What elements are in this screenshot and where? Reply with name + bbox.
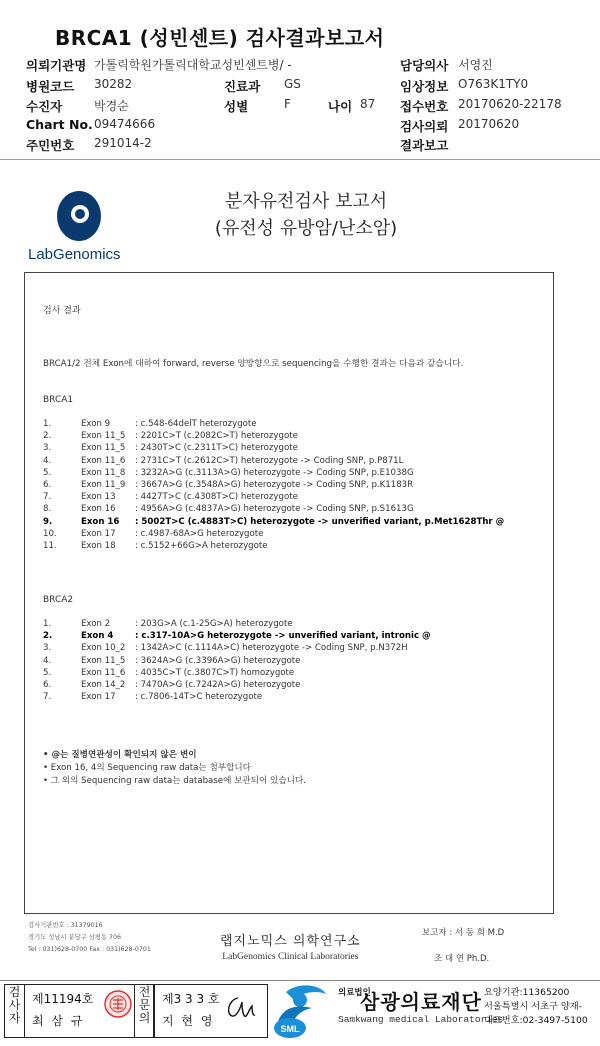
note-item: • 그 외의 Sequencing raw data는 database에 보관되어 있습니다.: [43, 776, 306, 786]
variant-exon: Exon 11_5: [81, 431, 126, 442]
section-label: 검사 결과: [43, 306, 81, 316]
variant-description: : 3624A>G (c.3396A>G) heterozygote: [135, 655, 301, 666]
variant-description: : 3667A>G (c.3548A>G) heterozygote -> Coding SNP, p.K1183R: [135, 480, 414, 490]
variant-number: 11.: [43, 541, 57, 551]
variant-number: 3.: [43, 443, 52, 454]
field-result-report: 결과보고: [400, 138, 449, 153]
examiner-label: 검 사 자: [8, 985, 21, 1025]
report-header: [0, 0, 600, 160]
variant-number: 4.: [43, 655, 52, 666]
variant-exon: Exon 2: [81, 619, 111, 629]
variant-exon: Exon 11_6: [81, 667, 126, 678]
variant-number: 6.: [43, 480, 52, 490]
variant-exon: Exon 11_8: [81, 467, 126, 478]
variant-exon: Exon 11_5: [81, 443, 126, 454]
variant-number: 4.: [43, 455, 52, 466]
field-institution: 의뢰기관명 가톨릭학원가톨릭대학교성빈센트병/ -: [26, 58, 292, 73]
brca2-label: BRCA2: [43, 595, 74, 605]
variant-exon: Exon 4: [81, 631, 114, 642]
foundation-address: 서울특별시 서초구 양재-: [484, 1001, 582, 1012]
page-title: BRCA1 (성빈센트) 검사결과보고서: [55, 26, 385, 50]
field-receipt-no: 접수번호 20170620-22178: [400, 97, 562, 114]
variant-exon: Exon 10_2: [81, 643, 126, 654]
variant-description: : 1342A>C (c.1114A>C) heterozygote -> Coding SNP, p.N372H: [135, 643, 408, 654]
variant-number: 5.: [43, 667, 52, 678]
variant-description: : 4035C>T (c.3807C>T) homozygote: [135, 667, 295, 678]
brca1-label: BRCA1: [43, 395, 74, 405]
field-chart-no: Chart No. 09474666: [26, 117, 156, 132]
signature-icon: [222, 992, 258, 1024]
variant-number: 1.: [43, 619, 52, 629]
variant-description: : c.548-64delT heterozygote: [135, 419, 257, 429]
labgenomics-logo: [28, 186, 138, 263]
variant-description: : c.317-10A>G heterozygote -> unverified variant, intronic @: [135, 631, 431, 642]
sml-mark-text: SML: [280, 1024, 300, 1034]
variant-number: 8.: [43, 504, 52, 515]
variant-exon: Exon 11_5: [81, 655, 126, 666]
variant-description: : c.4987-68A>G heterozygote: [135, 528, 264, 539]
foundation-info: [484, 986, 588, 1028]
labgenomics-wordmark: LabGenomics: [28, 246, 121, 263]
variant-exon: Exon 13: [81, 492, 116, 503]
variant-exon: Exon 9: [81, 419, 111, 429]
field-patient: 수진자 박경순: [26, 99, 129, 114]
variant-number: 1.: [43, 419, 52, 429]
institution-code: 요양기관:11365200: [484, 987, 570, 998]
footer: [0, 980, 600, 1046]
variant-exon: Exon 11_6: [81, 455, 126, 466]
variant-description: : 7470A>G (c.7242A>G) heterozygote: [135, 680, 301, 690]
variant-exon: Exon 17: [81, 692, 116, 703]
foundation-kind: 의료법인: [338, 988, 371, 998]
examiner-separator: [24, 984, 25, 1038]
specialist-license: 제3 3 3 호: [162, 992, 220, 1006]
specialist-label: 전 문 의: [138, 985, 151, 1025]
variant-description: : 2430T>C (c.2311T>C) heterozygote: [135, 443, 298, 454]
lab-contact-info: 검사기관번호 : 31379016 경기도 성남시 분당구 삼평동 706 Tel : 031)628-0700 Fax : 031)628-0701: [28, 922, 151, 953]
variant-number: 7.: [43, 692, 52, 703]
footer-divider: [0, 980, 600, 981]
field-request-date: 검사의뢰 20170620: [400, 117, 520, 134]
variant-number: 2.: [43, 631, 53, 642]
field-doctor: 담당의사 서영진: [400, 58, 493, 73]
intro-text: BRCA1/2 전체 Exon에 대하여 forward, reverse 양방향으로 sequencing을 수행한 결과는 다음과 같습니다.: [43, 359, 464, 369]
variant-exon: Exon 17: [81, 528, 116, 539]
field-age: 나이 87: [328, 97, 376, 114]
variant-number: 2.: [43, 431, 52, 442]
field-resident-no: 주민번호 291014-2: [26, 136, 152, 153]
examiner-name: 최 삼 규: [32, 1014, 85, 1028]
sml-logo-icon: [272, 982, 336, 1042]
foundation-name: 삼광의료재단: [360, 990, 482, 1014]
field-sex: 성별 F: [224, 97, 291, 114]
report-title: 분자유전검사 보고서 (유전성 유방암/난소암): [214, 191, 398, 239]
variant-description: : 4427T>C (c.4308T>C) heterozygote: [135, 492, 298, 503]
variant-description: : 2731C>T (c.2612C>T) heterozygote -> Coding SNP, p.P871L: [135, 455, 404, 466]
reporter-md: 보고자 : 서 동 희 M.D: [422, 928, 505, 938]
reporter-phd: 조 대 연 Ph.D.: [434, 954, 490, 964]
note-item: • @는 질병연관성이 확인되지 않은 변이: [43, 750, 197, 760]
variant-number: 6.: [43, 680, 52, 690]
field-department: 진료과 GS: [224, 77, 301, 94]
field-hospital-code: 병원코드 30282: [26, 77, 133, 94]
variant-exon: Exon 11_9: [81, 480, 126, 490]
variant-description: : 5002T>C (c.4883T>C) heterozygote -> unverified variant, p.Met1628Thr @: [135, 516, 505, 527]
variant-description: : 4956A>G (c.4837A>G) heterozygote -> Coding SNP, p.S1613G: [135, 504, 414, 515]
variant-exon: Exon 16: [81, 516, 120, 527]
variant-description: : c.5152+66G>A heterozygote: [135, 541, 268, 551]
foundation-en-name: Samkwang medical Laboratories: [338, 1014, 504, 1025]
specialist-separator: [154, 984, 155, 1038]
seal-stamp-icon: [104, 990, 132, 1018]
result-frame: [24, 272, 554, 914]
variant-description: : 2201C>T (c.2082C>T) heterozygote: [135, 431, 298, 442]
variant-description: : c.7806-14T>C heterozygote: [135, 692, 263, 703]
variant-exon: Exon 18: [81, 541, 116, 551]
examiner-license: 제11194호: [32, 992, 94, 1006]
note-item: • Exon 16, 4의 Sequencing raw data는 첨부합니다: [43, 763, 251, 773]
field-clinical-info: 임상정보 O763K1TY0: [400, 77, 529, 94]
variant-description: : 203G>A (c.1-25G>A) heterozygote: [135, 619, 293, 629]
labgenomics-logo-icon: [56, 186, 102, 242]
lab-name: 랩지노믹스 의학연구소 LabGenomics Clinical Laboratories: [220, 934, 361, 962]
variant-number: 10.: [43, 528, 57, 539]
variant-exon: Exon 14_2: [81, 680, 126, 690]
notes: [43, 749, 306, 788]
specialist-name: 지 현 영: [162, 1014, 215, 1028]
foundation-phone: 대표번호:02-3497-5100: [484, 1015, 588, 1026]
variant-number: 5.: [43, 467, 52, 478]
genetic-test-report: [6, 168, 594, 976]
variant-number: 3.: [43, 643, 52, 654]
variant-number: 7.: [43, 492, 52, 503]
variant-exon: Exon 16: [81, 504, 116, 515]
variant-description: : 3232A>G (c.3113A>G) heterozygote -> Coding SNP, p.E1038G: [135, 467, 414, 478]
variant-number: 9.: [43, 516, 53, 527]
